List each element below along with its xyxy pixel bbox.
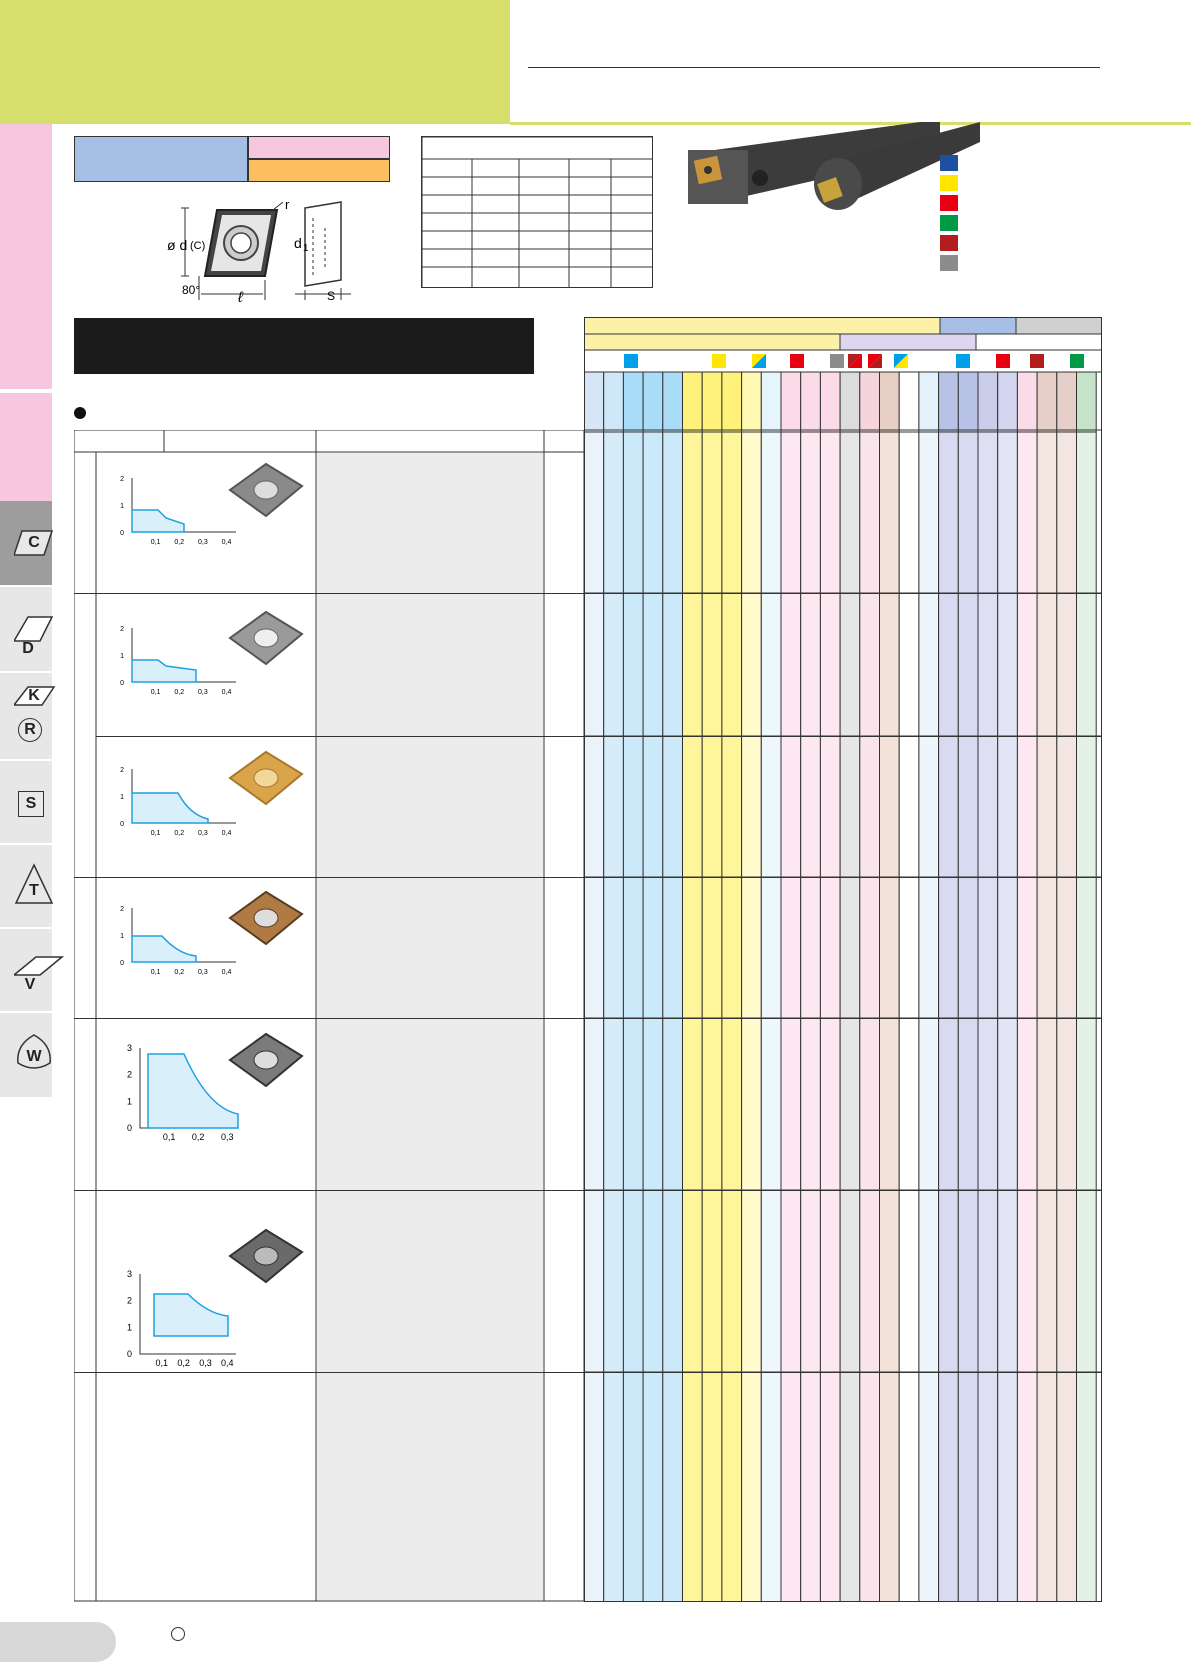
column-header-cell [1077,372,1097,432]
chart-area [154,1294,228,1336]
column-header-cell [1017,372,1037,432]
d1-label: d [294,235,302,251]
legend-swatch-darkred [940,235,958,251]
tab-label-k: K [28,687,40,704]
column-body-cell [1017,432,1037,1602]
material-group-icon [624,354,638,368]
row-divider [74,1018,1102,1019]
chart-ytick-label: 3 [126,1043,132,1053]
column-header-cell [1057,372,1077,432]
column-header-cell [604,372,624,432]
sidebar-tab-c[interactable] [0,501,52,585]
column-body-cell [742,432,762,1602]
diameter-sub-label: (C) [190,240,206,252]
column-header-cell [742,372,762,432]
column-body-cell [1037,432,1057,1602]
column-body-cell [801,432,821,1602]
chart-area [148,1054,238,1128]
material-group-icon [712,354,726,368]
insert-photo-4 [226,888,306,948]
radius-label: r [285,197,290,212]
thickness-label: S [327,289,336,303]
chart-ytick-label: 0 [120,821,124,828]
chart-xtick-label: 0,4 [221,969,232,976]
chart-xtick-label: 0,4 [221,539,232,546]
header-band-grey [1016,317,1102,334]
row-divider [74,1190,1102,1191]
chart-xtick-label: 0,4 [221,689,232,696]
header-band-blue [940,317,1016,334]
sidebar-tab-kr[interactable] [0,671,52,761]
sidebar-tab-t[interactable] [0,843,52,929]
grade-grid [584,317,1102,1602]
chart-ytick-label: 0 [126,1123,132,1133]
legend-swatch-yellow [940,175,958,191]
material-group-icon [790,354,804,368]
subheader-band-lilac [840,334,976,350]
chart-xtick-label: 0,2 [174,969,185,976]
chart-xtick-label: 0,2 [174,830,185,837]
tab-label-w: W [26,1048,42,1065]
column-body-cell [761,432,781,1602]
material-group-icon [1070,354,1084,368]
d1-sub-label: 1 [303,243,309,254]
chart-ytick-label: 0 [120,960,124,967]
chart-area [132,936,196,962]
insert-photo-2 [226,608,306,668]
column-body-cell [939,432,959,1602]
sidebar-section-mid [0,393,52,501]
column-header-cell [939,372,959,432]
chart-xtick-label: 0,1 [155,1358,169,1368]
column-header-cell [978,372,998,432]
column-body-cell [722,432,742,1602]
chart-area [132,510,184,532]
tool-holder-image [680,122,980,282]
chart-xtick-label: 0,3 [198,969,208,976]
column-header-cell [998,372,1018,432]
column-header-cell [840,372,860,432]
chart-ytick-label: 2 [120,906,124,913]
column-header-cell [761,372,781,432]
chart-xtick-label: 0,1 [150,689,161,696]
header-banner [0,0,510,124]
chart-xtick-label: 0,3 [198,830,208,837]
sidebar-section-top [0,124,52,389]
chart-xtick-label: 0,2 [174,539,185,546]
insert-tolerance-box [248,159,390,182]
chart-ytick-label: 2 [120,476,124,483]
chart-xtick-label: 0,3 [221,1132,234,1142]
column-body-cell [978,432,998,1602]
chart-ytick-label: 1 [120,503,124,510]
chart-ytick-label: 0 [120,530,124,537]
chart-ytick-label: 0 [120,680,124,687]
column-body-cell [919,432,939,1602]
tab-label-v: V [24,976,36,993]
chart-ytick-label: 2 [120,626,124,633]
material-group-icon [1030,354,1044,368]
section-title-bar [74,318,534,374]
chart-xtick-label: 0,1 [162,1132,176,1142]
sidebar-tab-s[interactable] [0,759,52,845]
diameter-label: ø d [167,237,188,253]
subheader-band-yellow [584,334,840,350]
column-body-cell [781,432,801,1602]
column-body-cell [683,432,703,1602]
column-header-cell [702,372,722,432]
column-body-cell [702,432,722,1602]
column-header-cell [919,372,939,432]
column-header-cell [958,372,978,432]
column-body-cell [1077,432,1097,1602]
column-body-cell [584,432,604,1602]
column-body-cell [899,432,919,1602]
tab-label-d: D [22,640,34,657]
chart-ytick-label: 1 [126,1096,132,1107]
chart-xtick-label: 0,3 [198,689,208,696]
column-header-cell [801,372,821,432]
chart-ytick-label: 1 [120,933,124,940]
chart-area [132,793,208,823]
chart-xtick-label: 0,2 [174,689,185,696]
angle-label: 80° [182,283,201,297]
tab-label-r: R [18,718,42,742]
sidebar-tab-d[interactable] [0,585,52,673]
material-group-icon [956,354,970,368]
chart-xtick-label: 0,4 [221,830,232,837]
chart-xtick-label: 0,1 [150,969,161,976]
legend-swatch-blue [940,155,958,171]
chart-xtick-label: 0,3 [198,539,208,546]
chart-xtick-label: 0,2 [177,1358,190,1368]
column-body-cell [663,432,683,1602]
column-body-cell [820,432,840,1602]
dimension-table [421,136,653,288]
insert-photo-3 [226,748,306,808]
column-body-cell [860,432,880,1602]
column-body-cell [958,432,978,1602]
material-group-icon [996,354,1010,368]
legend-swatch-green [940,215,958,231]
column-body-cell [998,432,1018,1602]
column-header-cell [584,372,604,432]
chart-ytick-label: 3 [126,1269,132,1279]
chart-area [132,660,196,682]
page-footer-tab [0,1622,116,1662]
column-header-cell [820,372,840,432]
subheader-band-white [976,334,1102,350]
sidebar-tab-v[interactable] [0,927,52,1013]
footer-circle-icon [171,1627,185,1641]
header-rule [528,67,1100,68]
column-header-cell [899,372,919,432]
insert-type-box [74,136,248,182]
sidebar-tab-w[interactable] [0,1011,52,1097]
legend-swatch-grey [940,255,958,271]
chart-xtick-label: 0,3 [199,1358,212,1368]
header-band-yellow [584,317,940,334]
chart-ytick-label: 1 [120,653,124,660]
column-header-cell [623,372,643,432]
legend-swatch-red [940,195,958,211]
column-header-cell [781,372,801,432]
insert-photo-5 [226,1030,306,1090]
tab-label-t: T [29,882,39,899]
chart-ytick-label: 2 [126,1069,132,1080]
column-header-cell [860,372,880,432]
insert-class-box [248,136,390,159]
row-divider [74,593,1102,594]
chart-ytick-label: 2 [120,767,124,774]
column-header-cell [663,372,683,432]
chart-ytick-label: 0 [126,1349,132,1359]
insert-photo-6 [226,1226,306,1286]
column-header-cell [683,372,703,432]
column-header-cell [1037,372,1057,432]
chart-xtick-label: 0,4 [221,1358,234,1368]
tab-label-s: S [18,791,44,817]
column-body-cell [623,432,643,1602]
chart-xtick-label: 0,1 [150,830,161,837]
column-header-cell [643,372,663,432]
insert-photo-1 [226,460,306,520]
chart-ytick-label: 1 [126,1322,132,1333]
column-body-cell [840,432,860,1602]
bullet-dot [74,407,86,419]
column-body-cell [1057,432,1077,1602]
chart-ytick-label: 2 [126,1295,132,1306]
column-body-cell [643,432,663,1602]
chart-ytick-label: 1 [120,794,124,801]
column-body-cell [880,432,900,1602]
chart-xtick-label: 0,1 [150,539,161,546]
chart-xtick-label: 0,2 [191,1132,205,1142]
material-group-icon [830,354,844,368]
length-label: ℓ [238,289,243,306]
tab-label-c: C [28,534,40,551]
column-header-cell [722,372,742,432]
column-header-cell [880,372,900,432]
column-body-cell [604,432,624,1602]
